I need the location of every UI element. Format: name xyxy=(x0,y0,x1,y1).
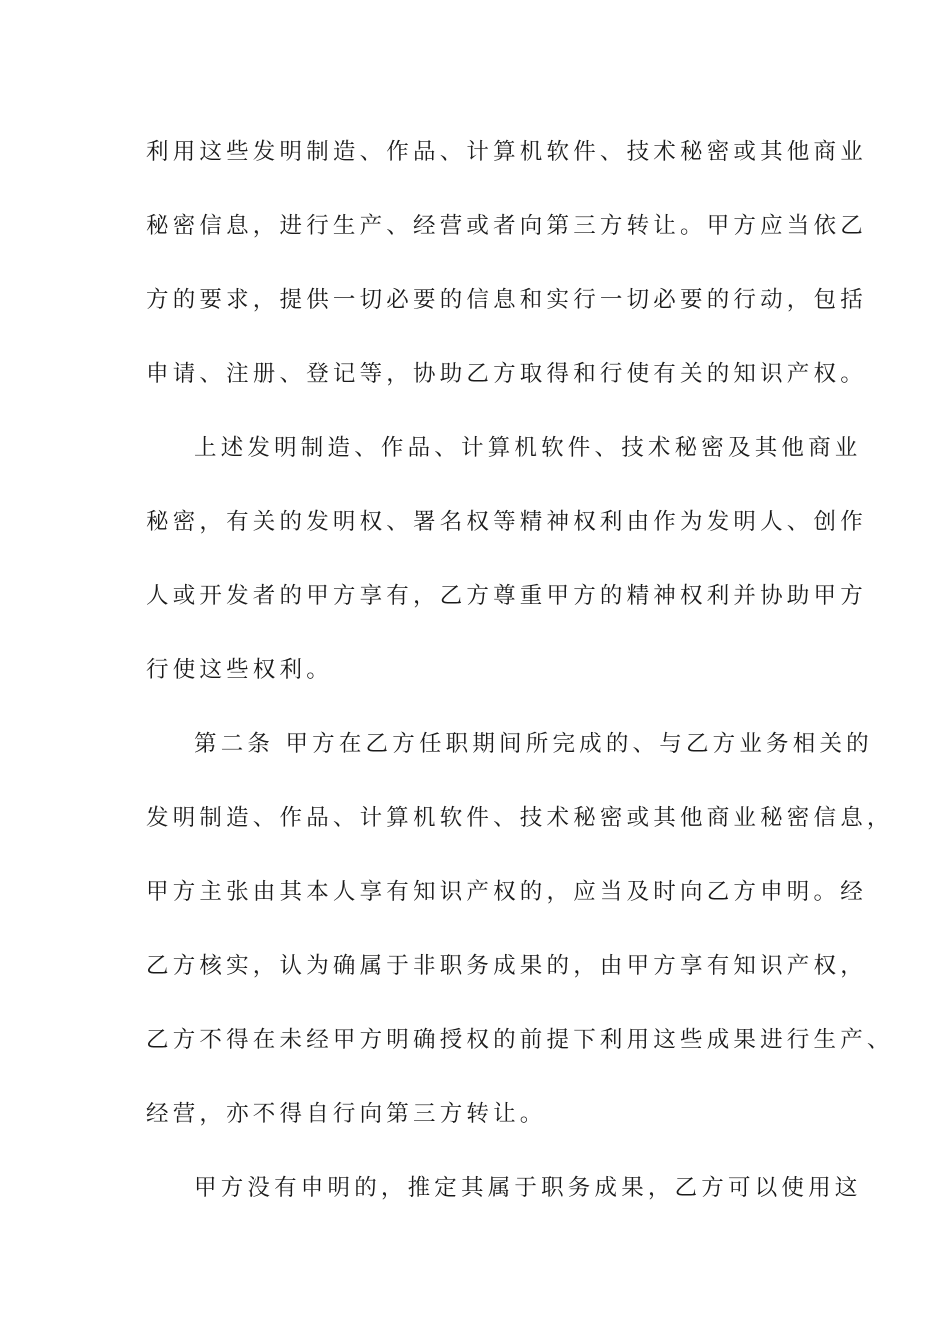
text-line: 申请、注册、登记等，协助乙方取得和行使有关的知识产权。 xyxy=(146,361,867,387)
text-line: 发明制造、作品、计算机软件、技术秘密或其他商业秘密信息， xyxy=(146,805,894,831)
text-line: 秘密，有关的发明权、署名权等精神权利由作为发明人、创作 xyxy=(146,509,867,535)
text-line: 秘密信息，进行生产、经营或者向第三方转让。甲方应当依乙 xyxy=(146,213,867,239)
document-body xyxy=(146,130,894,1240)
article-heading-line: 第二条 甲方在乙方任职期间所完成的、与乙方业务相关的 xyxy=(194,731,873,757)
text-line: 利用这些发明制造、作品、计算机软件、技术秘密或其他商业 xyxy=(146,139,867,165)
text-line: 甲方主张由其本人享有知识产权的，应当及时向乙方申明。经 xyxy=(146,879,867,905)
text-line: 乙方不得在未经甲方明确授权的前提下利用这些成果进行生产、 xyxy=(146,1027,894,1053)
text-line: 方的要求，提供一切必要的信息和实行一切必要的行动，包括 xyxy=(146,287,867,313)
text-line: 经营，亦不得自行向第三方转让。 xyxy=(146,1101,547,1127)
paragraph-start-line: 甲方没有申明的，推定其属于职务成果，乙方可以使用这 xyxy=(194,1175,862,1201)
text-line: 人或开发者的甲方享有，乙方尊重甲方的精神权利并协助甲方 xyxy=(146,583,867,609)
text-line: 行使这些权利。 xyxy=(146,657,333,683)
text-line: 乙方核实，认为确属于非职务成果的，由甲方享有知识产权， xyxy=(146,953,867,979)
paragraph-start-line: 上述发明制造、作品、计算机软件、技术秘密及其他商业 xyxy=(194,435,862,461)
